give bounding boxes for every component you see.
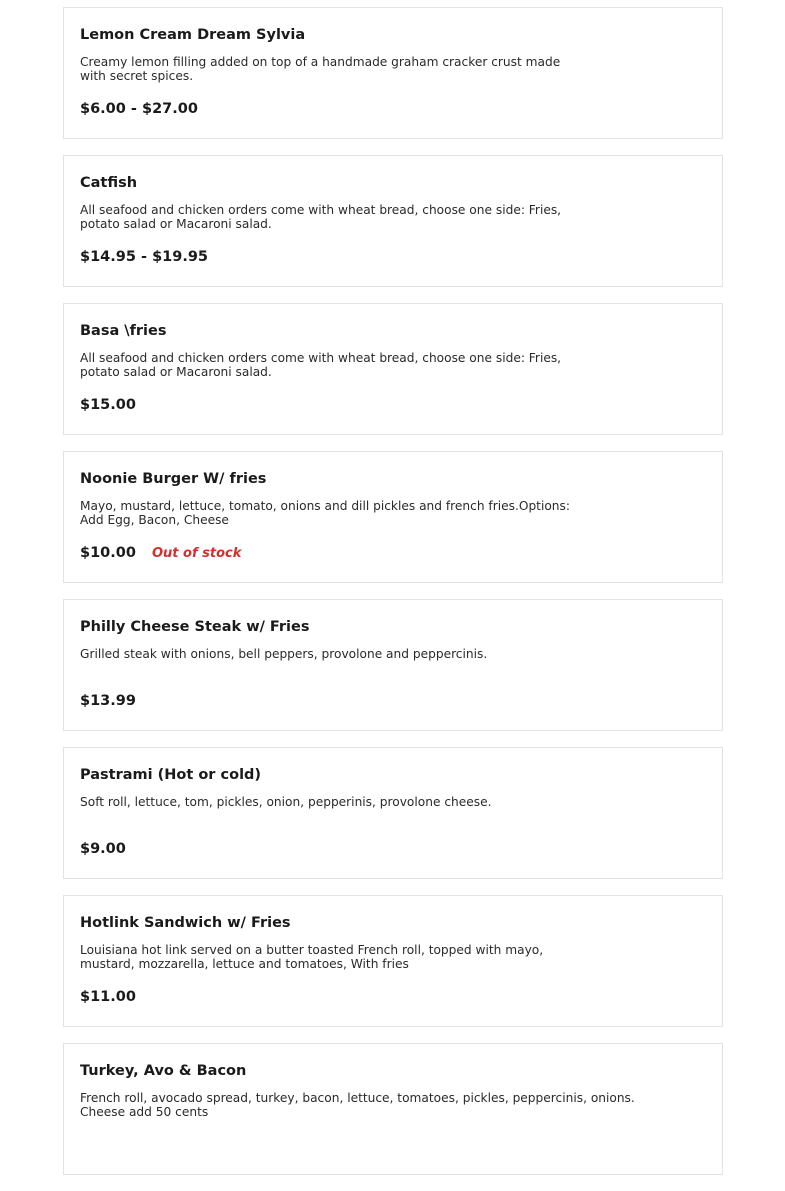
menu-item-description: Mayo, mustard, lettuce, tomato, onions and dill pickles and french fries.Options: Add Egg, Bacon, Cheese — [80, 499, 570, 527]
menu-item-name: Basa \fries — [80, 323, 167, 339]
menu-item-description: French roll, avocado spread, turkey, bacon, lettuce, tomatoes, pickles, peppercinis, onions. Cheese add 50 cents — [80, 1091, 635, 1119]
menu-item-price-row — [80, 101, 198, 117]
menu-item-price: $14.95 - $19.95 — [80, 249, 209, 265]
menu-item-card[interactable] — [63, 1043, 723, 1175]
menu-item-name: Philly Cheese Steak w/ Fries — [80, 619, 310, 635]
menu-item-price-row — [80, 249, 208, 265]
menu-item-price: $13.99 — [80, 693, 136, 709]
menu-item-price-row — [80, 545, 241, 561]
menu-item-card[interactable] — [63, 303, 723, 435]
menu-item-description: All seafood and chicken orders come with wheat bread, choose one side: Fries, potato salad or Macaroni salad. — [80, 351, 562, 379]
menu-item-card[interactable] — [63, 747, 723, 879]
menu-item-card[interactable] — [63, 155, 723, 287]
menu-item-name: Catfish — [80, 175, 138, 191]
menu-item-name: Noonie Burger W/ fries — [80, 471, 267, 487]
menu-item-description: Grilled steak with onions, bell peppers, provolone and peppercinis. — [80, 647, 488, 661]
menu-item-name: Lemon Cream Dream Sylvia — [80, 27, 306, 43]
out-of-stock-badge: Out of stock — [151, 546, 242, 561]
menu-item-description: Creamy lemon filling added on top of a handmade graham cracker crust made with secret spices. — [80, 55, 561, 83]
menu-item-card[interactable] — [63, 7, 723, 139]
menu-item-card[interactable] — [63, 451, 723, 583]
menu-item-price-row — [80, 841, 126, 857]
menu-item-description: Louisiana hot link served on a butter toasted French roll, topped with mayo, mustard, mozzarella, lettuce and tomatoes, With fries — [80, 943, 544, 971]
menu-item-description: All seafood and chicken orders come with wheat bread, choose one side: Fries, potato salad or Macaroni salad. — [80, 203, 562, 231]
menu-item-name: Turkey, Avo & Bacon — [80, 1063, 247, 1079]
menu-item-name: Pastrami (Hot or cold) — [80, 767, 262, 783]
menu-item-list — [63, 7, 723, 1191]
menu-item-description: Soft roll, lettuce, tom, pickles, onion, pepperinis, provolone cheese. — [80, 795, 492, 809]
menu-item-price: $6.00 - $27.00 — [80, 101, 198, 117]
menu-item-price-row — [80, 693, 136, 709]
menu-item-price: $9.00 — [80, 841, 126, 857]
menu-item-price: $10.00 — [80, 545, 136, 561]
menu-item-name: Hotlink Sandwich w/ Fries — [80, 915, 291, 931]
menu-item-price: $11.00 — [80, 989, 136, 1005]
menu-item-price: $15.00 — [80, 397, 136, 413]
menu-item-price-row — [80, 989, 136, 1005]
menu-item-price-row — [80, 397, 136, 413]
menu-item-card[interactable] — [63, 599, 723, 731]
menu-item-card[interactable] — [63, 895, 723, 1027]
